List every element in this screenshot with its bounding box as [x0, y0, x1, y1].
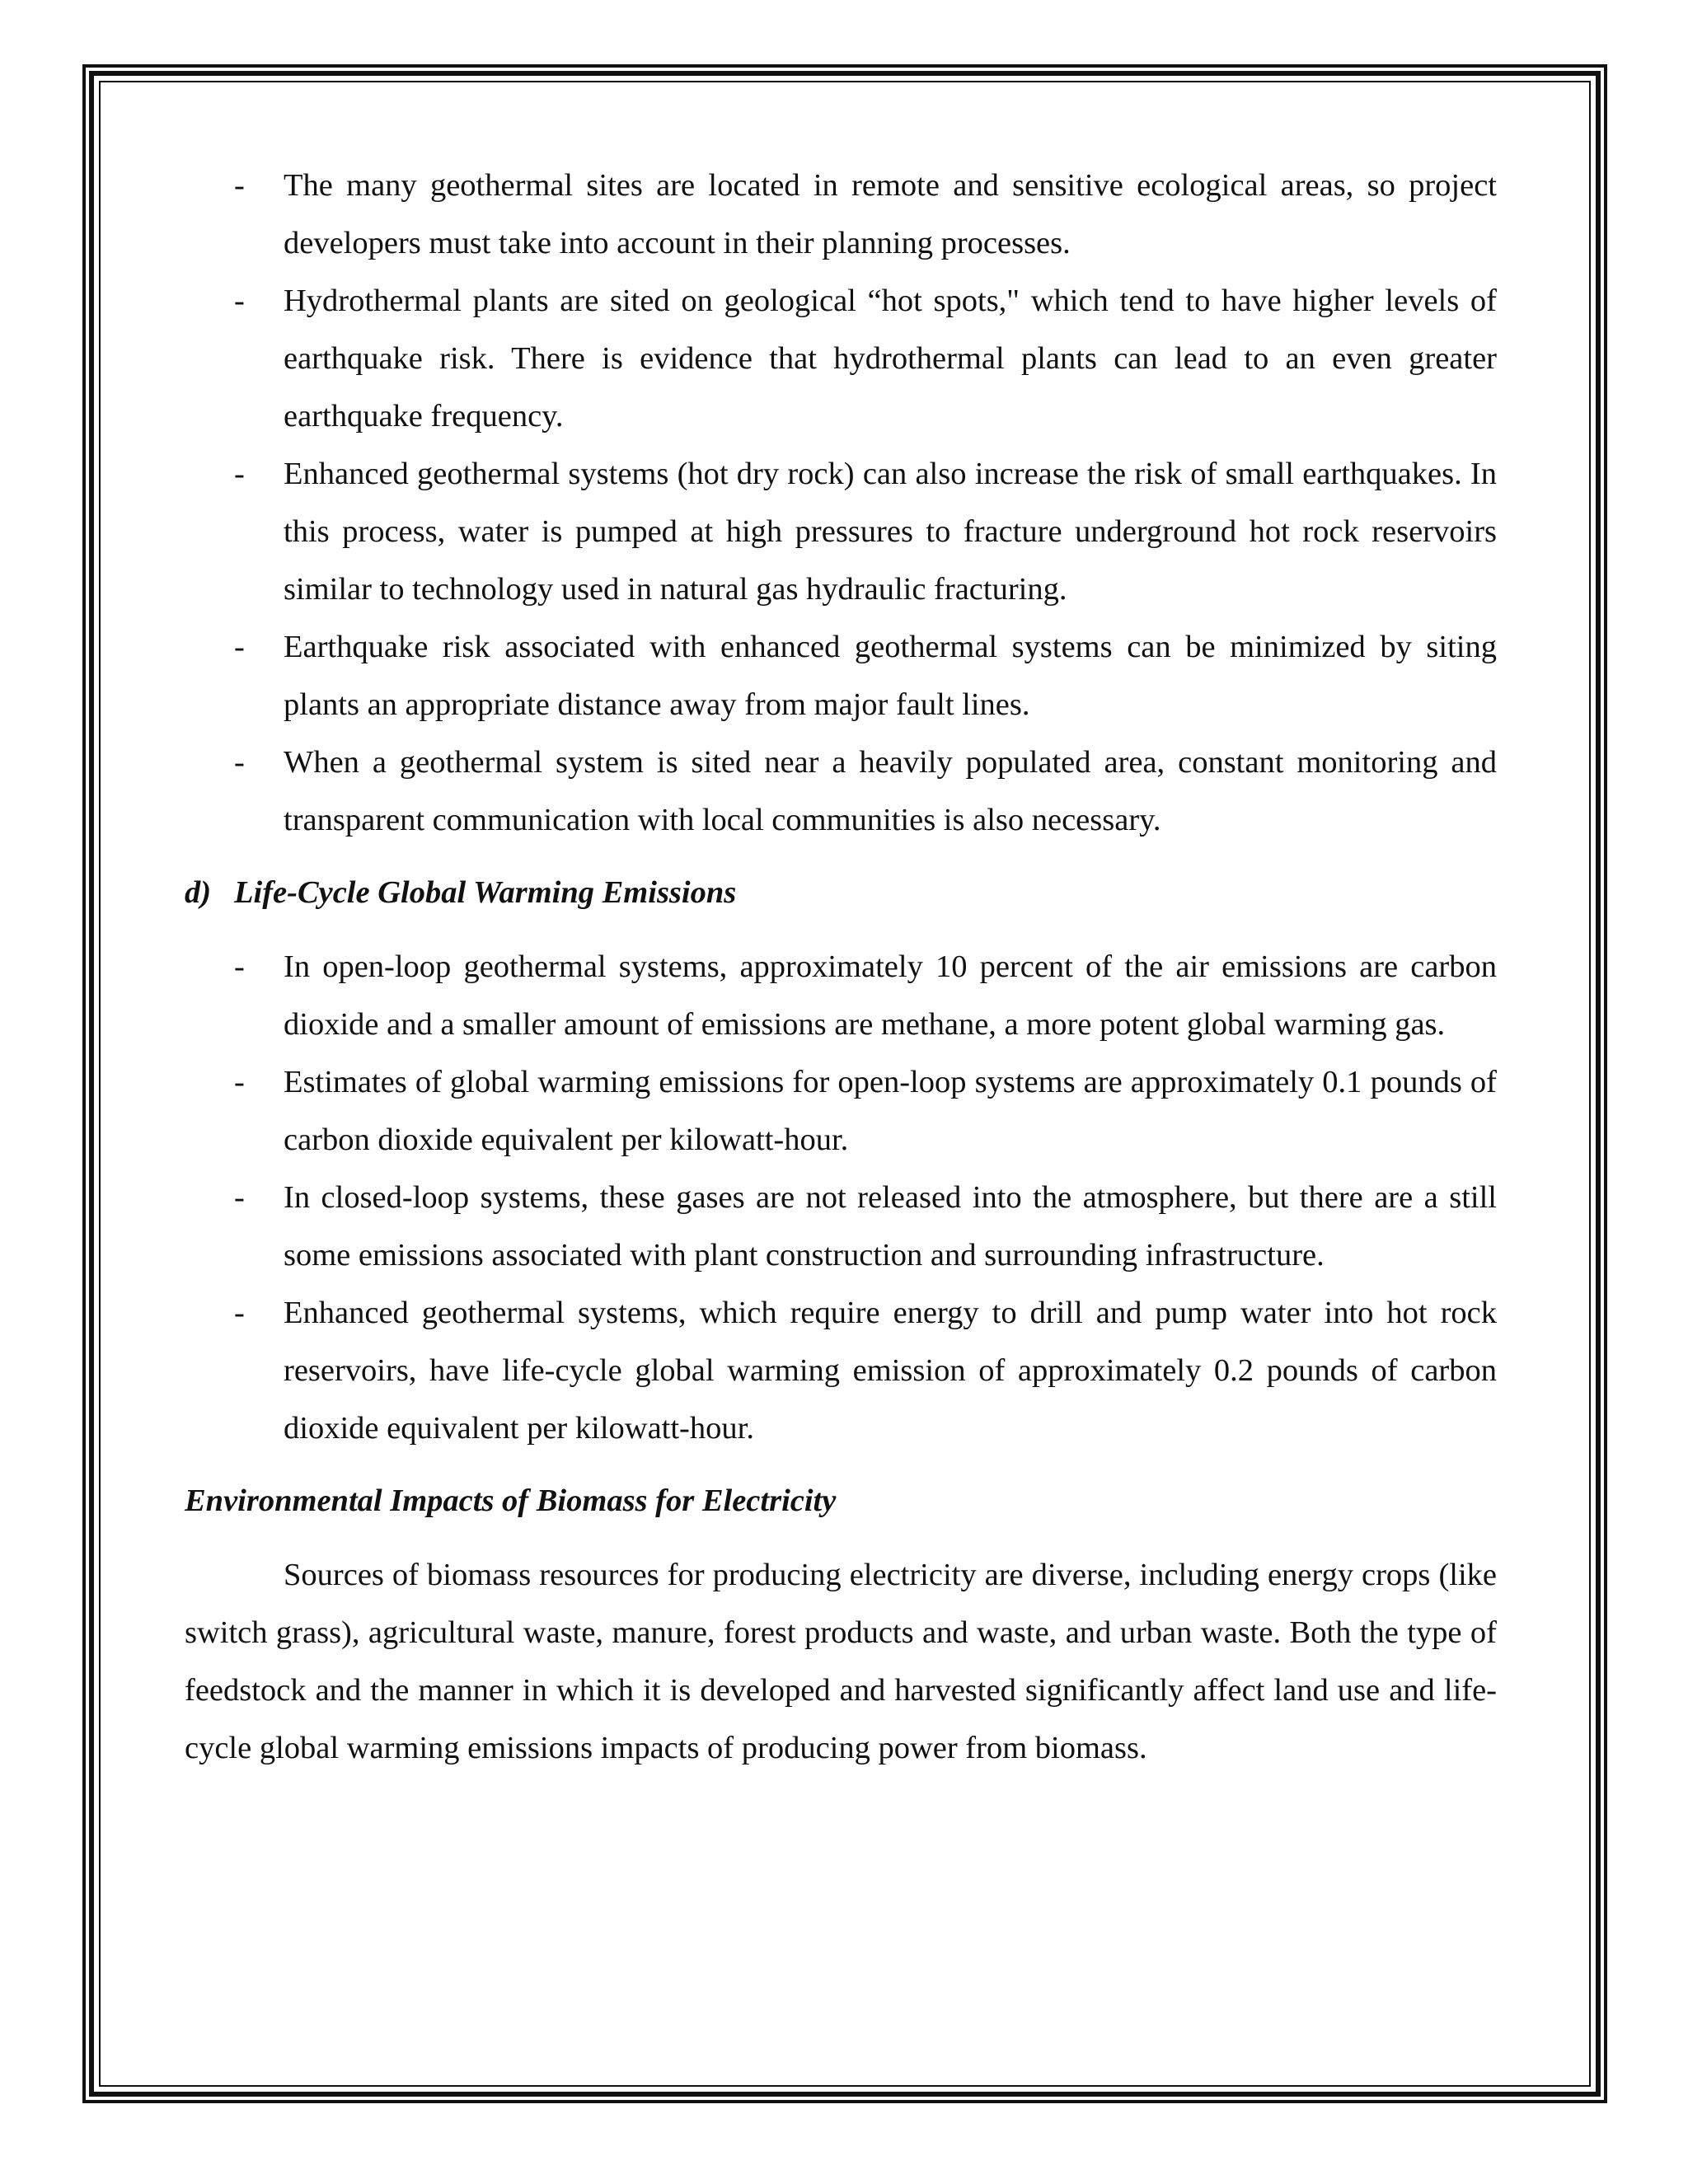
geothermal-impacts-list — [185, 157, 1497, 849]
list-item — [185, 618, 1497, 733]
bullet-dash: - — [234, 745, 245, 780]
bullet-dash: - — [234, 1065, 245, 1099]
list-item — [185, 733, 1497, 849]
list-item-text: Enhanced geothermal systems (hot dry rock) can also increase the risk of small earthquakes. In this process, water is pumped at high pressures to fracture underground hot rock reservoirs similar to technology used in natural gas hydraulic fracturing. — [284, 457, 1497, 607]
list-item-text: When a geothermal system is sited near a heavily populated area, constant monitoring and transparent communication with local communities is also necessary. — [284, 745, 1497, 837]
list-item — [185, 1169, 1497, 1284]
list-item — [185, 1053, 1497, 1169]
list-item-text: Estimates of global warming emissions for open-loop systems are approximately 0.1 pounds of carbon dioxide equivalent per kilowatt-hour. — [284, 1065, 1497, 1157]
section-title: Environmental Impacts of Biomass for Electricity — [185, 1483, 837, 1518]
bullet-dash: - — [234, 457, 245, 491]
bullet-dash: - — [234, 630, 245, 664]
section-heading-biomass — [185, 1472, 1497, 1530]
bullet-dash: - — [234, 1180, 245, 1215]
bullet-dash: - — [234, 949, 245, 984]
list-item — [185, 938, 1497, 1053]
section-marker: d) — [185, 875, 212, 910]
list-item-text: In closed-loop systems, these gases are not released into the atmosphere, but there are a still some emissions associated with plant construction and surrounding infrastructure. — [284, 1180, 1497, 1272]
list-item-text: The many geothermal sites are located in remote and sensitive ecological areas, so project developers must take into account in their planning processes. — [284, 168, 1497, 260]
list-item — [185, 445, 1497, 618]
emissions-list — [185, 938, 1497, 1457]
list-item-text: In open-loop geothermal systems, approximately 10 percent of the air emissions are carbon dioxide and a smaller amount of emissions are methane, a more potent global warming gas. — [284, 949, 1497, 1042]
list-item-text: Earthquake risk associated with enhanced geothermal systems can be minimized by siting plants an appropriate distance away from major fault lines. — [284, 630, 1497, 722]
bullet-dash: - — [234, 168, 245, 203]
page-content — [185, 157, 1497, 1777]
list-item-text: Enhanced geothermal systems, which require energy to drill and pump water into hot rock reservoirs, have life-cycle global warming emission of approximately 0.2 pounds of carbon dioxide equivalent per kilowatt-hour. — [284, 1296, 1497, 1446]
list-item — [185, 1284, 1497, 1457]
list-item — [185, 272, 1497, 445]
list-item-text: Hydrothermal plants are sited on geological “hot spots," which tend to have higher levels of earthquake risk. There is evidence that hydrothermal plants can lead to an even greater earthquake frequency. — [284, 284, 1497, 434]
bullet-dash: - — [234, 1296, 245, 1330]
bullet-dash: - — [234, 284, 245, 318]
list-item — [185, 157, 1497, 272]
section-heading-life-cycle — [185, 864, 1497, 921]
biomass-paragraph: Sources of biomass resources for producing electricity are diverse, including energy crops (like switch grass), agricultural waste, manure, forest products and waste, and urban waste. Both the type of feedstock and the manner in which it is developed and harvested significantly affect land use and life-cycle global warming emissions impacts of producing power from biomass. — [185, 1558, 1497, 1765]
section-title: Life-Cycle Global Warming Emissions — [234, 875, 737, 910]
